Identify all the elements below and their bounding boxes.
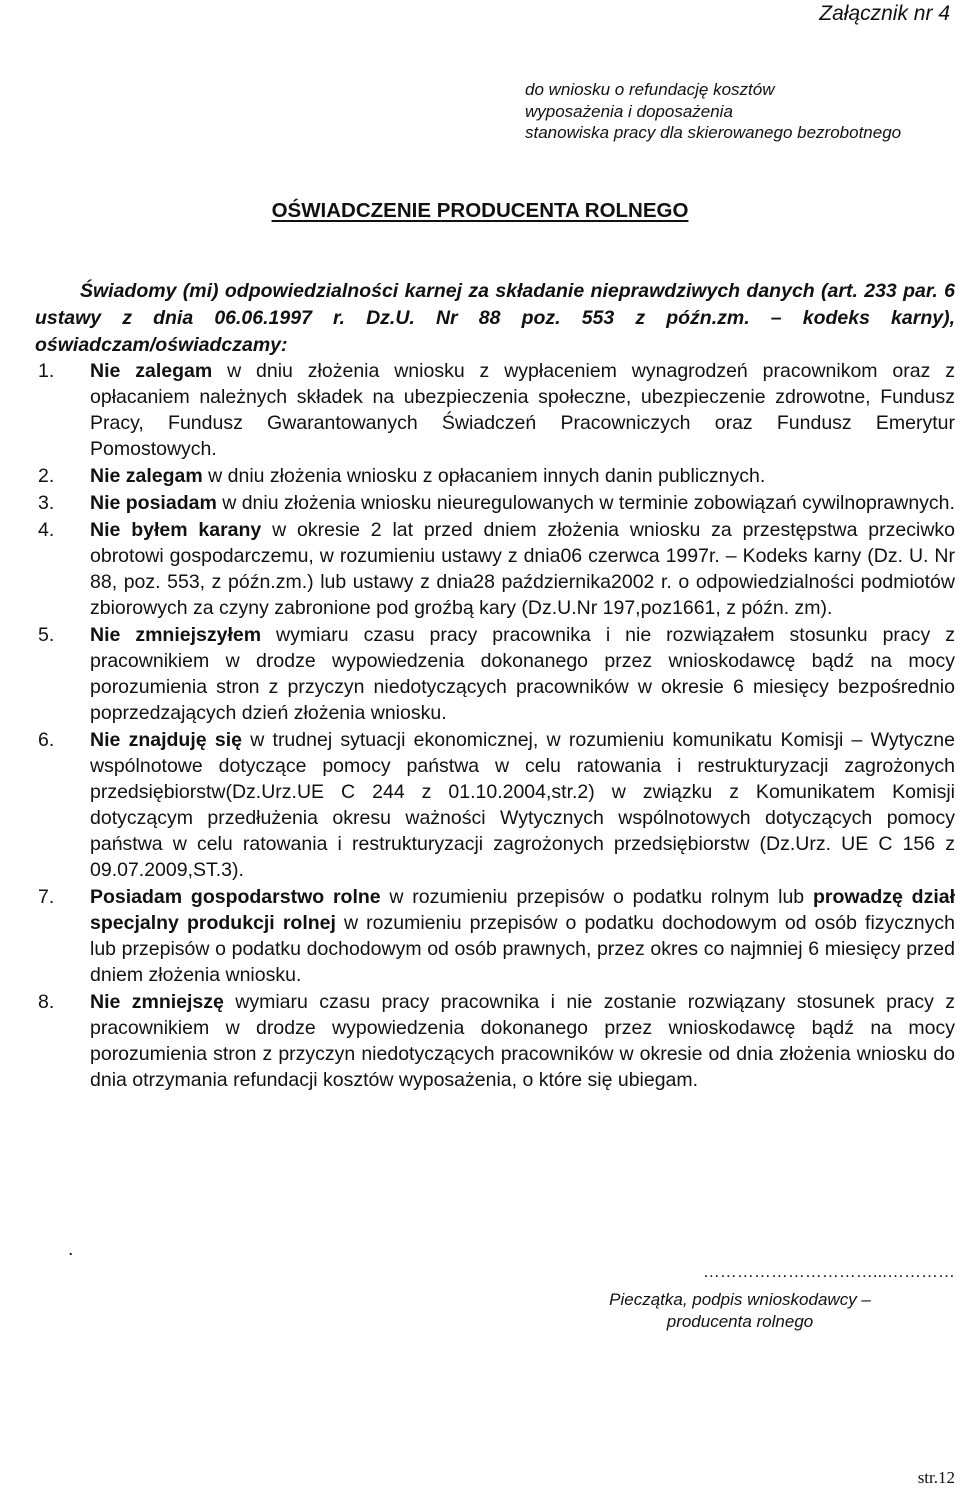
- attachment-note-line: stanowiska pracy dla skierowanego bezrobotnego: [525, 123, 902, 142]
- declaration-item: [0, 884, 960, 988]
- document-title: OŚWIADCZENIE PRODUCENTA ROLNEGO: [271, 199, 689, 222]
- declaration-key-phrase: prowadzę dział specjalny produkcji rolnej: [90, 886, 955, 934]
- declaration-text: [90, 463, 955, 489]
- signature-caption-line: Pieczątka, podpis wnioskodawcy –: [609, 1290, 871, 1309]
- attachment-note-line: do wniosku o refundację kosztów: [525, 80, 775, 99]
- declaration-key-phrase: Nie zalegam: [90, 465, 203, 487]
- declaration-text: [90, 358, 955, 462]
- declaration-text-part: w dniu złożenia wniosku nieuregulowanych w terminie zobowiązań cywilnoprawnych.: [216, 492, 955, 514]
- page-number: str.12: [917, 1468, 955, 1487]
- declaration-number: 1.: [38, 360, 55, 382]
- attachment-note: [525, 79, 955, 144]
- declaration-text-part: w rozumieniu przepisów o podatku rolnym lub: [380, 886, 813, 908]
- declaration-number: 3.: [38, 492, 55, 514]
- declaration-text-part: w trudnej sytuacji ekonomicznej, w rozumieniu komunikatu Komisji – Wytyczne wspólnotowe dotyczące pomocy państwa w celu ratowania i restrukturyzacji zagrożonych przedsiębiorstw(Dz.Urz.UE C 244 z 01.10.2004,str.2) w związku z Komunikatem Komisji dotyczącym przedłużenia okresu ważności Wytycznych wspólnotowych dotyczących pomocy państwa w celu ratowania i restrukturyzacji zagrożonych przedsiębiorstw (Dz.Urz. UE C 156 z 09.07.2009,ST.3).: [90, 729, 955, 881]
- declaration-text: [90, 989, 955, 1093]
- declaration-text-part: wymiaru czasu pracy pracownika i nie rozwiązałem stosunku pracy z pracownikiem w drodze wypowiedzenia dokonanego przez wnioskodawcę bądź na mocy porozumienia stron z przyczyn niedotyczących pracowników w okresie 6 miesięcy bezpośrednio poprzedzających dzień złożenia wniosku.: [90, 624, 955, 724]
- declaration-item: [0, 463, 960, 489]
- declaration-text: [90, 490, 955, 516]
- declaration-text-part: w rozumieniu przepisów o podatku dochodowym od osób fizycznych lub przepisów o podatku dochodowym od osób prawnych, przez okres co najmniej 6 miesięcy przed dniem złożenia wniosku.: [90, 912, 955, 986]
- declaration-key-phrase: Nie posiadam: [90, 492, 217, 514]
- attachment-note-line: wyposażenia i doposażenia: [525, 101, 733, 121]
- declaration-item: [0, 517, 960, 621]
- declarations-list: [0, 358, 960, 1094]
- signature-line: …………………………...…………: [702, 1262, 955, 1281]
- declaration-key-phrase: Nie zalegam: [90, 360, 213, 382]
- signature-caption: [580, 1289, 900, 1333]
- declaration-text: [90, 517, 955, 621]
- declaration-key-phrase: Nie znajduję się: [90, 729, 242, 751]
- declaration-number: 7.: [38, 886, 55, 908]
- declaration-text-part: w dniu złożenia wniosku z opłacaniem innych danin publicznych.: [202, 465, 766, 487]
- declaration-item: [0, 622, 960, 726]
- declaration-text-part: w okresie 2 lat przed dniem złożenia wniosku za przestępstwa przeciwko obrotowi gospodarczemu, w rozumieniu ustawy z dnia06 czerwca 1997r. – Kodeks karny (Dz. U. Nr 88, poz. 553, z późn.zm.) lub ustawy z dnia28 października2002 r. o odpowiedzialności podmiotów zbiorowych za czyny zabronione pod groźbą kary (Dz.U.Nr 197,poz1661, z późn. zm).: [90, 519, 955, 619]
- declaration-key-phrase: Nie zmniejszę: [90, 991, 224, 1013]
- declaration-number: 6.: [38, 729, 55, 751]
- declaration-key-phrase: Nie byłem karany: [90, 519, 262, 541]
- declaration-number: 2.: [38, 465, 55, 487]
- declaration-number: 8.: [38, 991, 55, 1013]
- declaration-item: [0, 490, 960, 516]
- intro-statement: Świadomy (mi) odpowiedzialności karnej za składanie nieprawdziwych danych (art. 233 par. 6 ustawy z dnia 06.06.1997 r. Dz.U. Nr 88 poz. 553 z późn.zm. – kodeks karny), oświadczam/oświadczamy:: [35, 280, 955, 356]
- declaration-text: [90, 884, 955, 988]
- declaration-item: [0, 727, 960, 883]
- declaration-text-part: w dniu złożenia wniosku z wypłaceniem wynagrodzeń pracownikom oraz z opłacaniem należnych składek na ubezpieczenia społeczne, ubezpieczenie zdrowotne, Fundusz Pracy, Fundusz Gwarantowanych Świadczeń Pracowniczych oraz Fundusz Emerytur Pomostowych.: [90, 360, 955, 460]
- declaration-number: 4.: [38, 519, 55, 541]
- declaration-key-phrase: Posiadam gospodarstwo rolne: [90, 886, 381, 908]
- declaration-item: [0, 989, 960, 1093]
- declaration-item: [0, 358, 960, 462]
- declaration-text: [90, 727, 955, 883]
- trailing-dot: .: [68, 1238, 74, 1260]
- declaration-text: [90, 622, 955, 726]
- declaration-number: 5.: [38, 624, 55, 646]
- declaration-text-part: wymiaru czasu pracy pracownika i nie zostanie rozwiązany stosunek pracy z pracownikiem w drodze wypowiedzenia dokonanego przez wnioskodawcę bądź na mocy porozumienia stron z przyczyn niedotyczących pracowników w okresie od dnia złożenia wniosku do dnia otrzymania refundacji kosztów wyposażenia, o które się ubiegam.: [90, 991, 955, 1091]
- declaration-key-phrase: Nie zmniejszyłem: [90, 624, 262, 646]
- annex-label: Załącznik nr 4: [819, 2, 950, 25]
- signature-caption-line: producenta rolnego: [666, 1312, 814, 1331]
